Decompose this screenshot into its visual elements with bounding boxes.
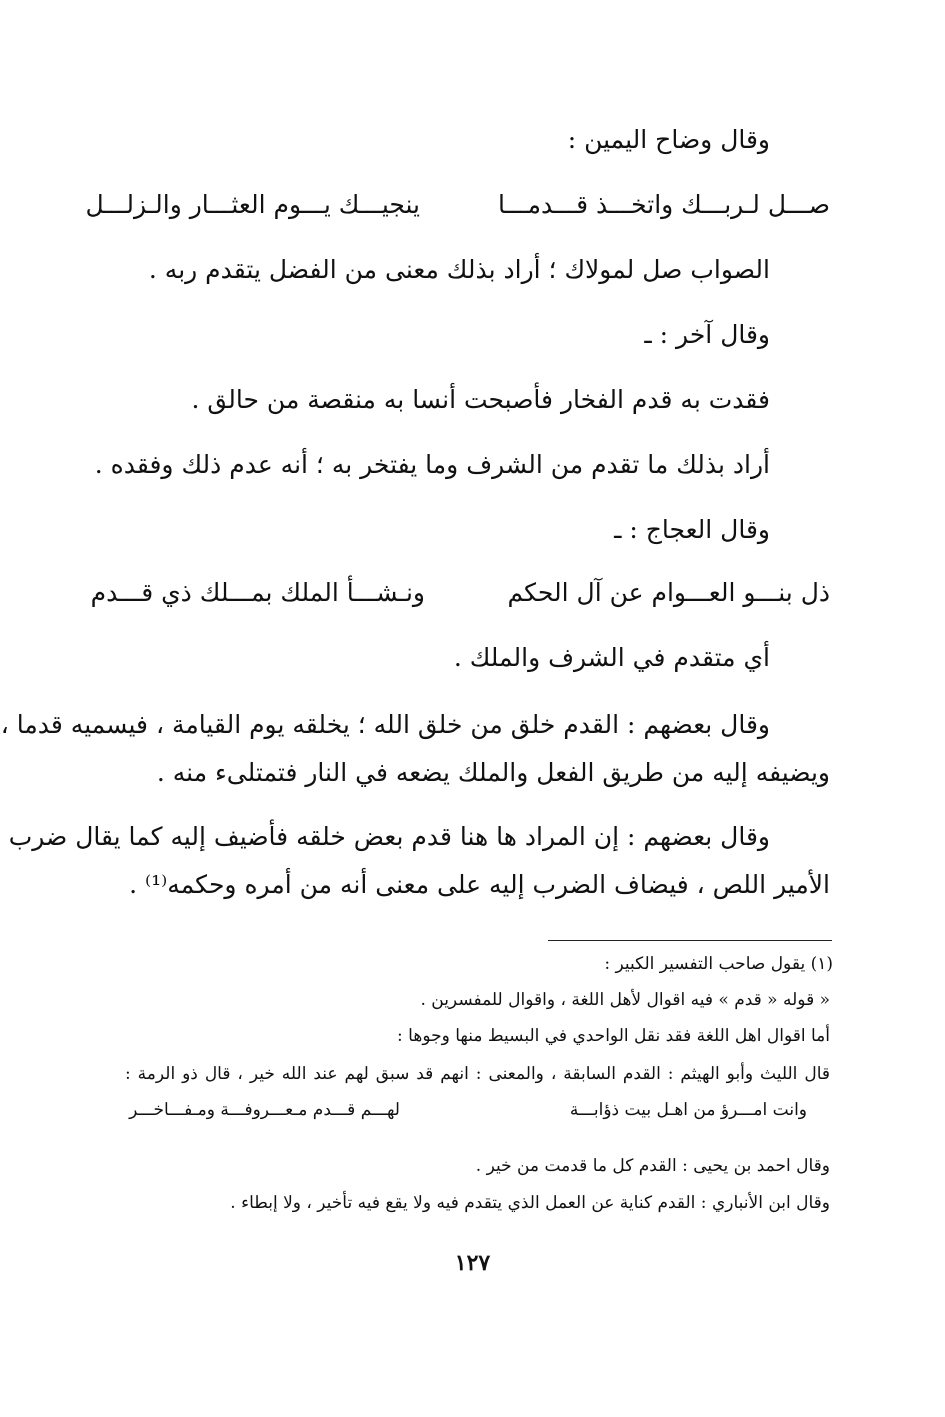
body-line-1: وقال وضاح اليمين :	[567, 125, 770, 154]
footnote-separator	[548, 940, 832, 941]
body-line-7: وقال العجاج : ـ	[614, 515, 770, 544]
body-line-13: الأمير اللص ، فيضاف الضرب إليه على معنى أنه من أمره وحكمه⁽¹⁾ .	[129, 870, 830, 899]
footnote-verse-hemistich-right: وانت امـــرؤ من اهـل بيت ذؤابـــة	[569, 1100, 807, 1120]
body-line-12: وقال بعضهم : إن المراد ها هنا قدم بعض خلقه فأضيف إليه كما يقال ضرب	[8, 822, 770, 851]
footnote-line-3: أما اقوال اهل اللغة فقد نقل الواحدي في البسيط منها وجوها :	[397, 1026, 830, 1046]
verse-1-hemistich-left: ينجيـــك يـــوم العثـــار والـزلـــل	[85, 190, 420, 219]
verse-2-hemistich-right: ذل بنـــو العـــوام عن آل الحكم	[507, 578, 830, 607]
body-line-9: أي متقدم في الشرف والملك .	[453, 643, 770, 672]
footnote-verse	[129, 1100, 807, 1120]
body-line-5: فقدت به قدم الفخار فأصبحت أنسا به منقصة من حالق .	[191, 385, 770, 414]
footnote-line-1: (١) يقول صاحب التفسير الكبير :	[604, 954, 833, 974]
footnote-line-6: وقال احمد بن يحيى : القدم كل ما قدمت من خير .	[475, 1156, 830, 1176]
verse-1	[85, 190, 830, 219]
body-line-11: ويضيفه إليه من طريق الفعل والملك يضعه في النار فتمتلىء منه .	[156, 758, 830, 787]
verse-2	[90, 578, 830, 607]
body-line-4: وقال آخر : ـ	[644, 320, 770, 349]
footnote-line-4: قال الليث وأبو الهيثم : القدم السابقة ، والمعنى : انهم قد سبق لهم عند الله خير ، قال ذو الرمة :	[125, 1064, 830, 1084]
footnote-line-7: وقال ابن الأنباري : القدم كناية عن العمل الذي يتقدم فيه ولا يقع فيه تأخير ، ولا إبطاء .	[230, 1193, 830, 1213]
footnote-verse-hemistich-left: لهـــم قـــدم مـعـــروفـــة ومـفـــاخـــر	[129, 1100, 400, 1120]
body-line-6: أراد بذلك ما تقدم من الشرف وما يفتخر به ؛ أنه عدم ذلك وفقده .	[94, 450, 770, 479]
verse-1-hemistich-right: صـــل لـربـــك واتخـــذ قـــدمـــا	[498, 190, 830, 219]
body-line-3: الصواب صل لمولاك ؛ أراد بذلك معنى من الفضل يتقدم ربه .	[148, 255, 770, 284]
footnote-line-2: « قوله « قدم » فيه اقوال لأهل اللغة ، واقوال للمفسرين .	[420, 990, 830, 1010]
verse-2-hemistich-left: ونـشـــأ الملك بمـــلك ذي قـــدم	[90, 578, 425, 607]
page-number: ١٢٧	[454, 1250, 491, 1276]
body-line-10: وقال بعضهم : القدم خلق من خلق الله ؛ يخلقه يوم القيامة ، فيسميه قدما ،	[0, 710, 770, 739]
